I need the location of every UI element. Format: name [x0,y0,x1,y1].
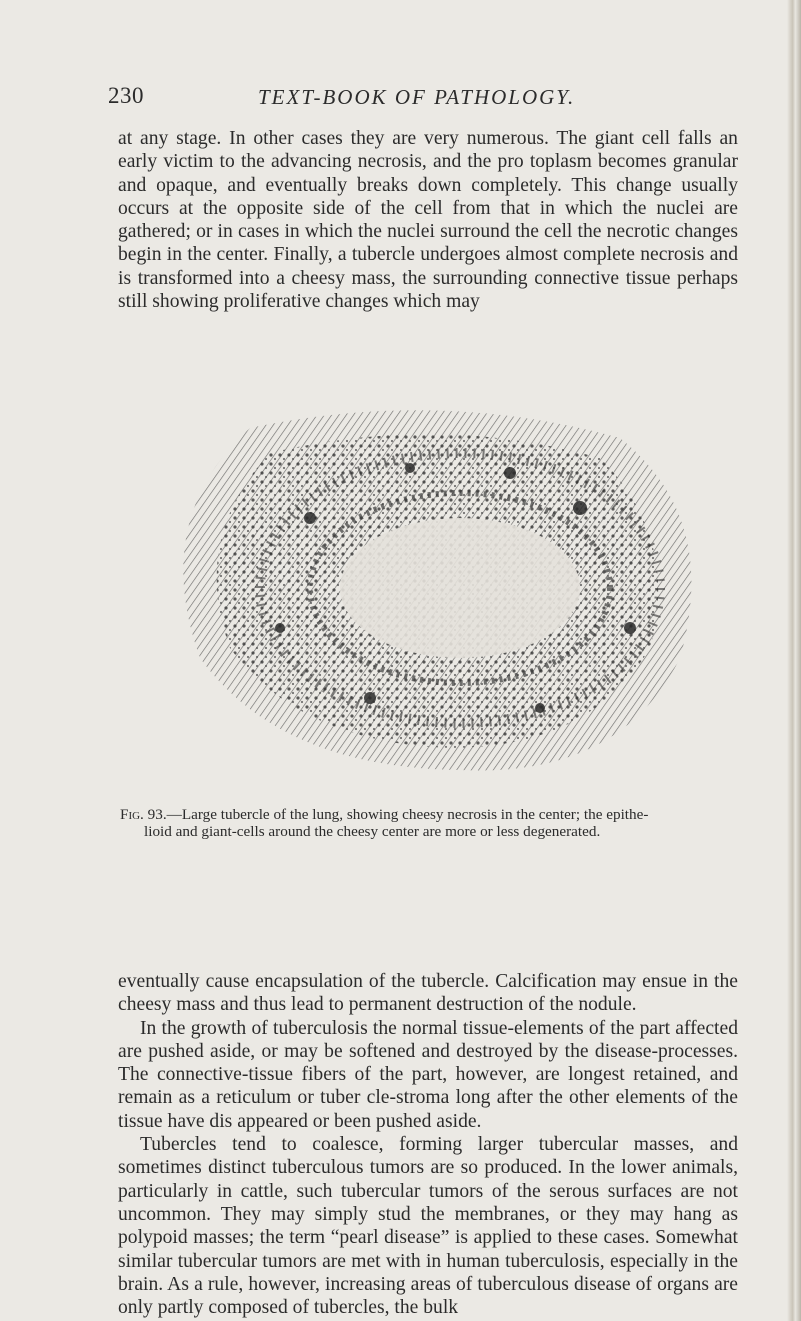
top-paragraph [118,127,738,313]
text-line: In the growth of tuberculosis the normal tissue-elements of the [140,1017,640,1039]
text-line: stud the membranes, or they may hang as polypoid masses; the [118,1203,738,1249]
text-line: part affected are pushed aside, or may be softened and destroyed by [118,1017,738,1062]
page-header [108,83,748,117]
text-line: tissue perhaps still showing proliferative changes which may [118,267,738,313]
bottom-text [118,970,738,1319]
text-line: in the brain. As a rule, however, increasing areas of tuberculous [118,1250,738,1295]
text-line: tubercular tumors are met with in human tuberculosis, especially [177,1250,694,1272]
caption-text: lioid and giant-cells around the cheesy center are more or less degenerated. [144,823,601,840]
text-line: the cell from that in which the nuclei are gathered; or in cases in [118,197,738,243]
text-line: cle-stroma long after the other elements of the tissue have dis [118,1087,738,1132]
text-line: which the nuclei surround the cell the necrotic changes begin in [118,221,738,266]
text-line: the lower animals, particularly in cattle, such tubercular tumors [118,1157,738,1202]
text-line: Tubercles tend to coalesce, forming larger tubercular masses, [140,1134,710,1156]
text-line: completely. This change usually occurs at the opposite side of [118,174,738,219]
tubercle-engraving [160,398,720,780]
figure-label: Fig. 93. [120,806,167,823]
text-line: appeared or been pushed aside. [237,1110,482,1132]
text-line: toplasm becomes granular and opaque, and eventually breaks down [118,151,738,196]
text-line: the center. Finally, a tubercle undergoes almost complete necrosis [187,244,710,266]
running-head: TEXT-BOOK OF PATHOLOGY. [258,85,576,109]
text-line: cell falls an early victim to the advancing necrosis, and the pro [118,128,738,173]
text-line: and is transformed into a cheesy mass, the surrounding connective [118,244,738,289]
figure-caption [120,806,732,840]
text-line: the disease-processes. The connective-tissue fibers of the part, [118,1040,738,1086]
paragraph [118,970,738,1017]
text-line: however, are longest retained, and remain as a reticulum or tuber [118,1064,738,1109]
text-line: term “pearl disease” is applied to these cases. Somewhat similar [118,1227,738,1272]
cheesy-center [340,518,580,658]
text-line: of the nodule. [528,994,637,1016]
text-line: at any stage. In other cases they are very numerous. The giant [118,128,634,149]
text-line: eventually cause encapsulation of the tubercle. Calcification may [118,971,643,992]
paragraph [118,1017,738,1133]
paragraph [118,127,738,313]
paragraph [118,1133,738,1319]
page-edge [787,0,801,1321]
text-line: of the serous surfaces are not uncommon. They may simply [118,1180,738,1225]
text-line: ensue in the cheesy mass and thus lead to permanent destruction [118,971,738,1016]
tubercle-illustration [160,398,720,780]
caption-text: —Large tubercle of the lung, showing cheesy necrosis in the center; the epithe- [166,806,649,823]
text-line: and sometimes distinct tuberculous tumors are so produced. In [118,1134,738,1179]
page-number: 230 [108,83,144,108]
text-line: disease of organs are only partly composed of tubercles, the bulk [118,1273,739,1319]
